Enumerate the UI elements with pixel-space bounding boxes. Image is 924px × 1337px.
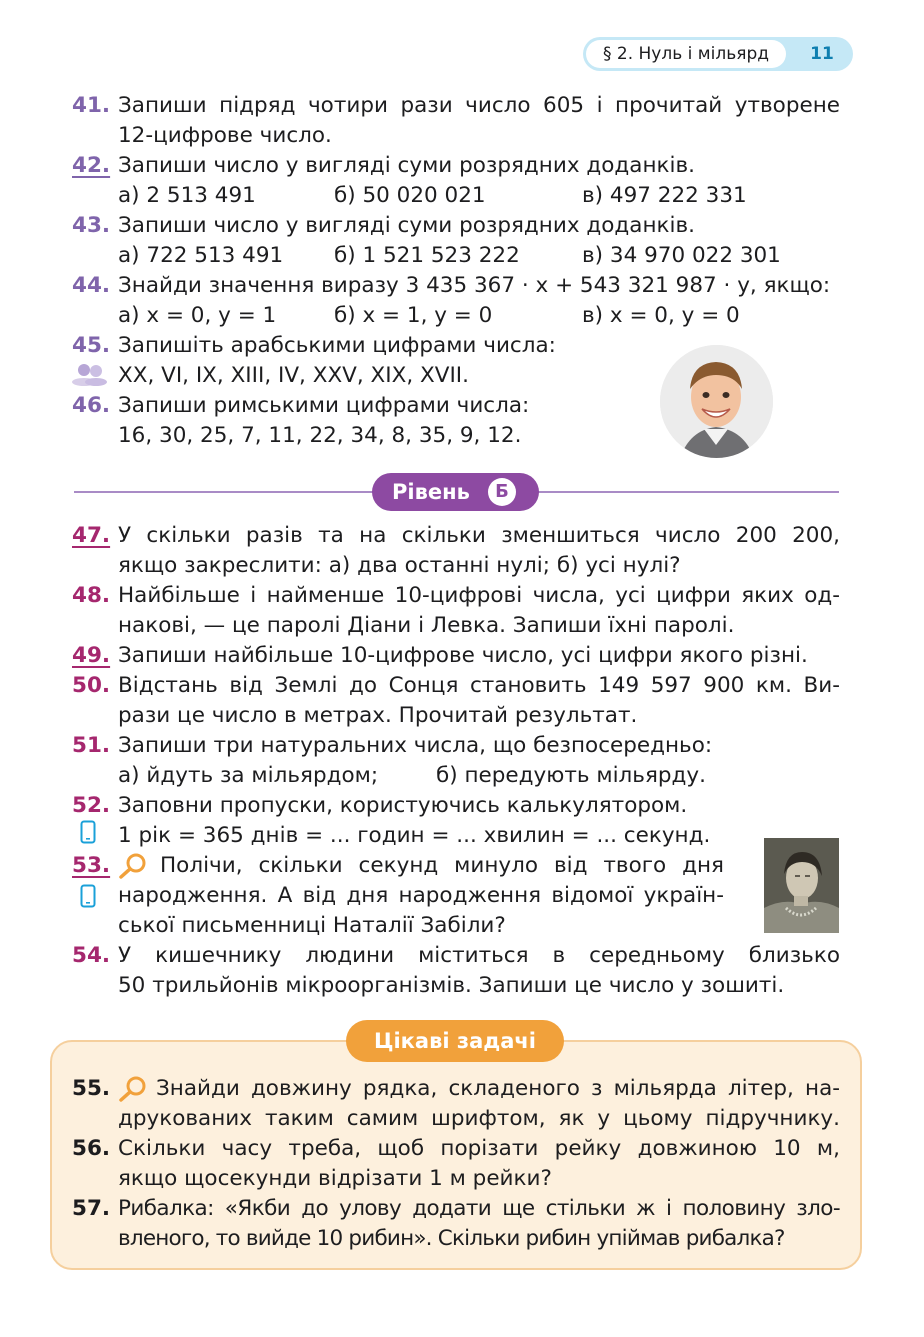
task-text: Полічи, скільки секунд минуло від твого дня (160, 853, 724, 878)
task-text: 16, 30, 25, 7, 11, 22, 34, 8, 35, 9, 12. (118, 423, 522, 448)
section-title: § 2. Нуль і мільярд (586, 40, 786, 68)
task-text: У скільки разів та на скільки зменшиться число 200 200, (118, 523, 840, 548)
option-a: а) йдуть за мільярдом; (118, 763, 379, 788)
task-number: 48. (72, 583, 111, 608)
task-number: 57. (72, 1196, 111, 1221)
option-c: в) 34 970 022 301 (582, 243, 781, 268)
option-b: б) x = 1, y = 0 (334, 303, 493, 328)
option-a: а) x = 0, y = 1 (118, 303, 277, 328)
task-text: народження. А від дня народження відомої україн- (118, 883, 724, 908)
page-number: 11 (810, 44, 834, 64)
page-header (583, 37, 853, 71)
task-text: Знайди значення виразу 3 435 367 · x + 543 321 987 · y, якщо: (118, 273, 831, 298)
phone-calculator-icon (80, 884, 96, 908)
fun-problems-title: Цікаві задачі (346, 1020, 564, 1062)
task-text: друкованих таким самим шрифтом, як у цьому підручнику. (118, 1106, 840, 1131)
task-number: 56. (72, 1136, 111, 1161)
task-text: Запиши підряд чотири рази число 605 і прочитай утворене (118, 93, 840, 118)
task-number: 46. (72, 393, 111, 418)
task-text: рази це число в метрах. Прочитай результат. (118, 703, 638, 728)
task-text: Найбільше і найменше 10-цифрові числа, усі цифри яких од- (118, 583, 840, 608)
writer-portrait (764, 838, 839, 933)
option-c: в) 497 222 331 (582, 183, 747, 208)
task-text: якщо закреслити: а) два останні нулі; б) усі нулі? (118, 553, 681, 578)
level-badge (372, 473, 539, 511)
task-text: Запиши число у вигляді суми розрядних доданків. (118, 153, 695, 178)
task-text: 12-цифрове число. (118, 123, 332, 148)
task-text: Запишіть арабськими цифрами числа: (118, 333, 556, 358)
option-a: а) 722 513 491 (118, 243, 284, 268)
task-text: вленого, то вийде 10 рибин». Скільки рибин упіймав рибалка? (118, 1226, 785, 1251)
level-label: Рівень (392, 480, 470, 504)
phone-calculator-icon (80, 820, 96, 844)
task-number: 41. (72, 93, 111, 118)
task-text: накові, — це паролі Діани і Левка. Запиши їхні паролі. (118, 613, 735, 638)
task-number: 43. (72, 213, 111, 238)
task-text: Запиши три натуральних числа, що безпосередньо: (118, 733, 713, 758)
task-number: 52. (72, 793, 111, 818)
option-b: б) передують мільярду. (436, 763, 706, 788)
option-b: б) 1 521 523 222 (334, 243, 520, 268)
task-text: 1 рік = 365 днів = ... годин = ... хвилин = ... секунд. (118, 823, 711, 848)
task-number: 44. (72, 273, 111, 298)
task-text: ської письменниці Наталії Забіли? (118, 913, 506, 938)
task-number: 42. (72, 153, 111, 178)
task-text: У кишечнику людини міститься в середньому близько (118, 943, 840, 968)
option-b: б) 50 020 021 (334, 183, 486, 208)
task-text: Відстань від Землі до Сонця становить 149 597 900 км. Ви- (118, 673, 840, 698)
option-a: а) 2 513 491 (118, 183, 256, 208)
task-text: Скільки часу треба, щоб порізати рейку довжиною 10 м, (118, 1136, 840, 1161)
task-text: якщо щосекунди відрізати 1 м рейки? (118, 1166, 552, 1191)
task-text: XX, VI, IX, XIII, IV, XXV, XIX, XVII. (118, 363, 469, 388)
task-text: Запиши найбільше 10-цифрове число, усі цифри якого різні. (118, 643, 808, 668)
task-number: 53. (72, 853, 111, 878)
boy-photo (660, 345, 773, 458)
task-number: 55. (72, 1076, 111, 1101)
task-text: Заповни пропуски, користуючись калькулятором. (118, 793, 688, 818)
group-work-icon (70, 362, 110, 386)
task-number: 50. (72, 673, 111, 698)
task-number: 49. (72, 643, 111, 668)
task-text: Запиши число у вигляді суми розрядних доданків. (118, 213, 695, 238)
magnifier-icon (118, 1076, 148, 1102)
task-text: Рибалка: «Якби до улову додати ще стільки ж і половину зло- (118, 1196, 840, 1221)
task-text: 50 трильйонів мікроорганізмів. Запиши це число у зошиті. (118, 973, 785, 998)
task-number: 51. (72, 733, 111, 758)
task-text: Знайди довжину рядка, складеного з мільярда літер, на- (156, 1076, 840, 1101)
task-text: Запиши римськими цифрами числа: (118, 393, 530, 418)
task-number: 45. (72, 333, 111, 358)
level-letter: Б (488, 478, 516, 506)
task-number: 47. (72, 523, 111, 548)
task-number: 54. (72, 943, 111, 968)
magnifier-icon (118, 853, 148, 879)
option-c: в) x = 0, y = 0 (582, 303, 740, 328)
